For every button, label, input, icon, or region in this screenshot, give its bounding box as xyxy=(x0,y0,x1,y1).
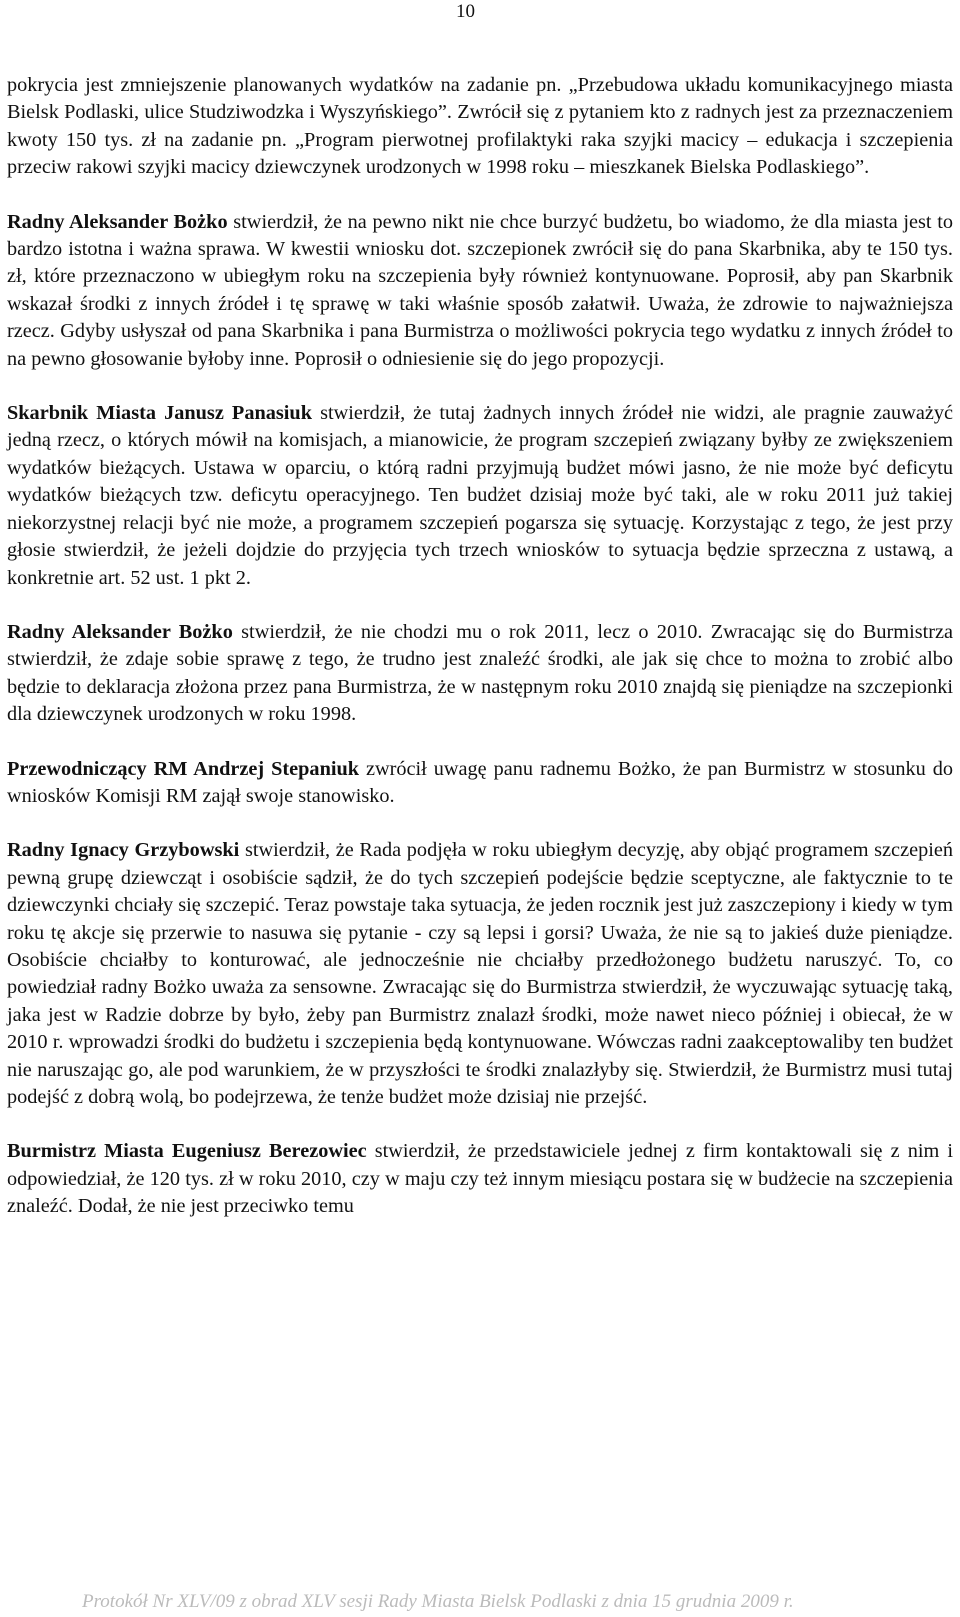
paragraph-text: stwierdził, że na pewno nikt nie chce burzyć budżetu, bo wiadomo, że dla miasta jest to bardzo istotna i ważna sprawa. W kwestii wniosku dot. szczepionek zwrócił się do pana Skarbnika, aby te 150 tys. zł, które przeznaczono w ubiegłym roku na szczepienia były również kontynuowane. Poprosił, aby pan Skarbnik wskazał środki z innych źródeł i tę sprawę w taki właśnie sposób załatwił. Uważa, że zdrowie to najważniejsza rzecz. Gdyby usłyszał od pana Skarbnika i pana Burmistrza o możliwości pokrycia tego wydatku z innych źródeł to na pewno głosowanie byłoby inne. Poprosił o odniesienie się do jego propozycji. xyxy=(7,210,953,370)
paragraph-text: pokrycia jest zmniejszenie planowanych wydatków na zadanie pn. „Przebudowa układu komunikacyjnego miasta Bielsk Podlaski, ulice Studziwodzka i Wyszyńskiego”. Zwrócił się z pytaniem kto z radnych jest za przeznaczeniem kwoty 150 tys. zł na zadanie pn. „Program pierwotnej profilaktyki raka szyjki macicy – edukacja i szczepienia przeciw rakowi szyjki macicy dziewczynek urodzonych w 1998 roku – mieszkanek Bielska Podlaskiego”. xyxy=(7,74,953,179)
page-number: 10 xyxy=(456,1,475,22)
speaker-name: Radny Aleksander Bożko xyxy=(7,210,228,233)
paragraph-text: stwierdził, że przedstawiciele jednej z firm kontaktowali się z nim i odpowiedział, że 120 tys. zł w roku 2010, czy w maju czy też innym miesiącu postara się w budżecie na szczepienia znaleźć. Dodał, że nie jest przeciwko temu xyxy=(7,1140,954,1218)
paragraph-text: stwierdził, że Rada podjęła w roku ubiegłym decyzję, aby objąć programem szczepień pewną grupę dziewcząt i osobiście sądził, że do tych szczepień podejście będzie sceptyczne, ale faktycznie to te dziewczynki chciały się szczepić. Teraz powstaje taka sytuacja, że jeden rocznik jest już zaszczepiony i kiedy w tym roku tę akcje się przerwie to nasuwa się pytanie - czy są lepsi i gorsi? Uważa, że nie są to jakieś duże pieniądze. Osobiście chciałby to konturować, ale jednocześnie nie chciałby przedłożonego budżetu naruszyć. To, co powiedział radny Bożko uważa za sensowne. Zwracając się do Burmistrza stwierdził, że wyczuwając sytuację taką, jaka jest w Radzie dobrze by było, żeby pan Burmistrz znalazł środki, może nawet nieco później i obiecał, że w 2010 r. wprowadzi środki do budżetu i szczepienia będą kontynuowane. Wówczas radni zaakceptowaliby ten budżet nie naruszając go, ale pod warunkiem, że w przyszłości te środki znalazłyby się. Stwierdził, że Burmistrz musi tutaj podejść z dobrą wolą, bo podejrzewa, że tenże budżet może dzisiaj nie przejść. xyxy=(7,839,953,1108)
page-footer: Protokół Nr XLV/09 z obrad XLV sesji Rady Miasta Bielsk Podlaski z dnia 15 grudnia 2009 r. xyxy=(82,1591,794,1612)
paragraph-text: stwierdził, że nie chodzi mu o rok 2011, lecz o 2010. Zwracając się do Burmistrza stwierdził, że zdaje sobie sprawę z tego, że trudno jest znaleźć środki, ale jak się chce to można to zrobić albo będzie to deklaracja złożona przez pana Burmistrza, że w następnym roku 2010 znajdą się pieniądze na szczepionki dla dziewczynek urodzonych w roku 1998. xyxy=(7,620,954,726)
paragraph-text: stwierdził, że tutaj żadnych innych źródeł nie widzi, ale pragnie zauważyć jedną rzecz, o których mówił na komisjach, a mianowicie, że program szczepień związany byłby ze zwiększeniem wydatków bieżących. Ustawa w oparciu, o którą radni przyjmują budżet mówi jasno, że nie może być deficytu wydatków bieżących tzw. deficytu operacyjnego. Ten budżet dzisiaj może być taki, ale w roku 2011 już takiej niekorzystnej relacji być nie może, a programem szczepień pogarsza się sytuację. Korzystając z tego, że jest przy głosie stwierdził, że jeżeli dojdzie do przyjęcia tych trzech wniosków to sytuacja będzie sprzeczna z ustawą, a konkretnie art. 52 ust. 1 pkt 2. xyxy=(7,402,953,589)
paragraph-text: zwrócił uwagę panu radnemu Bożko, że pan Burmistrz w stosunku do wniosków Komisji RM zajął swoje stanowisko. xyxy=(7,757,953,807)
paragraph-panasiuk xyxy=(7,400,953,592)
speaker-name: Burmistrz Miasta Eugeniusz Berezowiec xyxy=(7,1140,367,1163)
paragraph-stepaniuk xyxy=(7,756,953,811)
speaker-name: Skarbnik Miasta Janusz Panasiuk xyxy=(7,402,312,425)
paragraph-continuation xyxy=(7,72,953,182)
paragraph-bozko-2 xyxy=(7,619,953,729)
paragraph-berezowiec xyxy=(7,1138,953,1220)
paragraph-bozko-1 xyxy=(7,209,953,373)
speaker-name: Radny Ignacy Grzybowski xyxy=(7,839,240,862)
speaker-name: Radny Aleksander Bożko xyxy=(7,620,233,643)
speaker-name: Przewodniczący RM Andrzej Stepaniuk xyxy=(7,757,360,780)
paragraph-grzybowski xyxy=(7,837,953,1111)
document-body xyxy=(7,72,953,1248)
